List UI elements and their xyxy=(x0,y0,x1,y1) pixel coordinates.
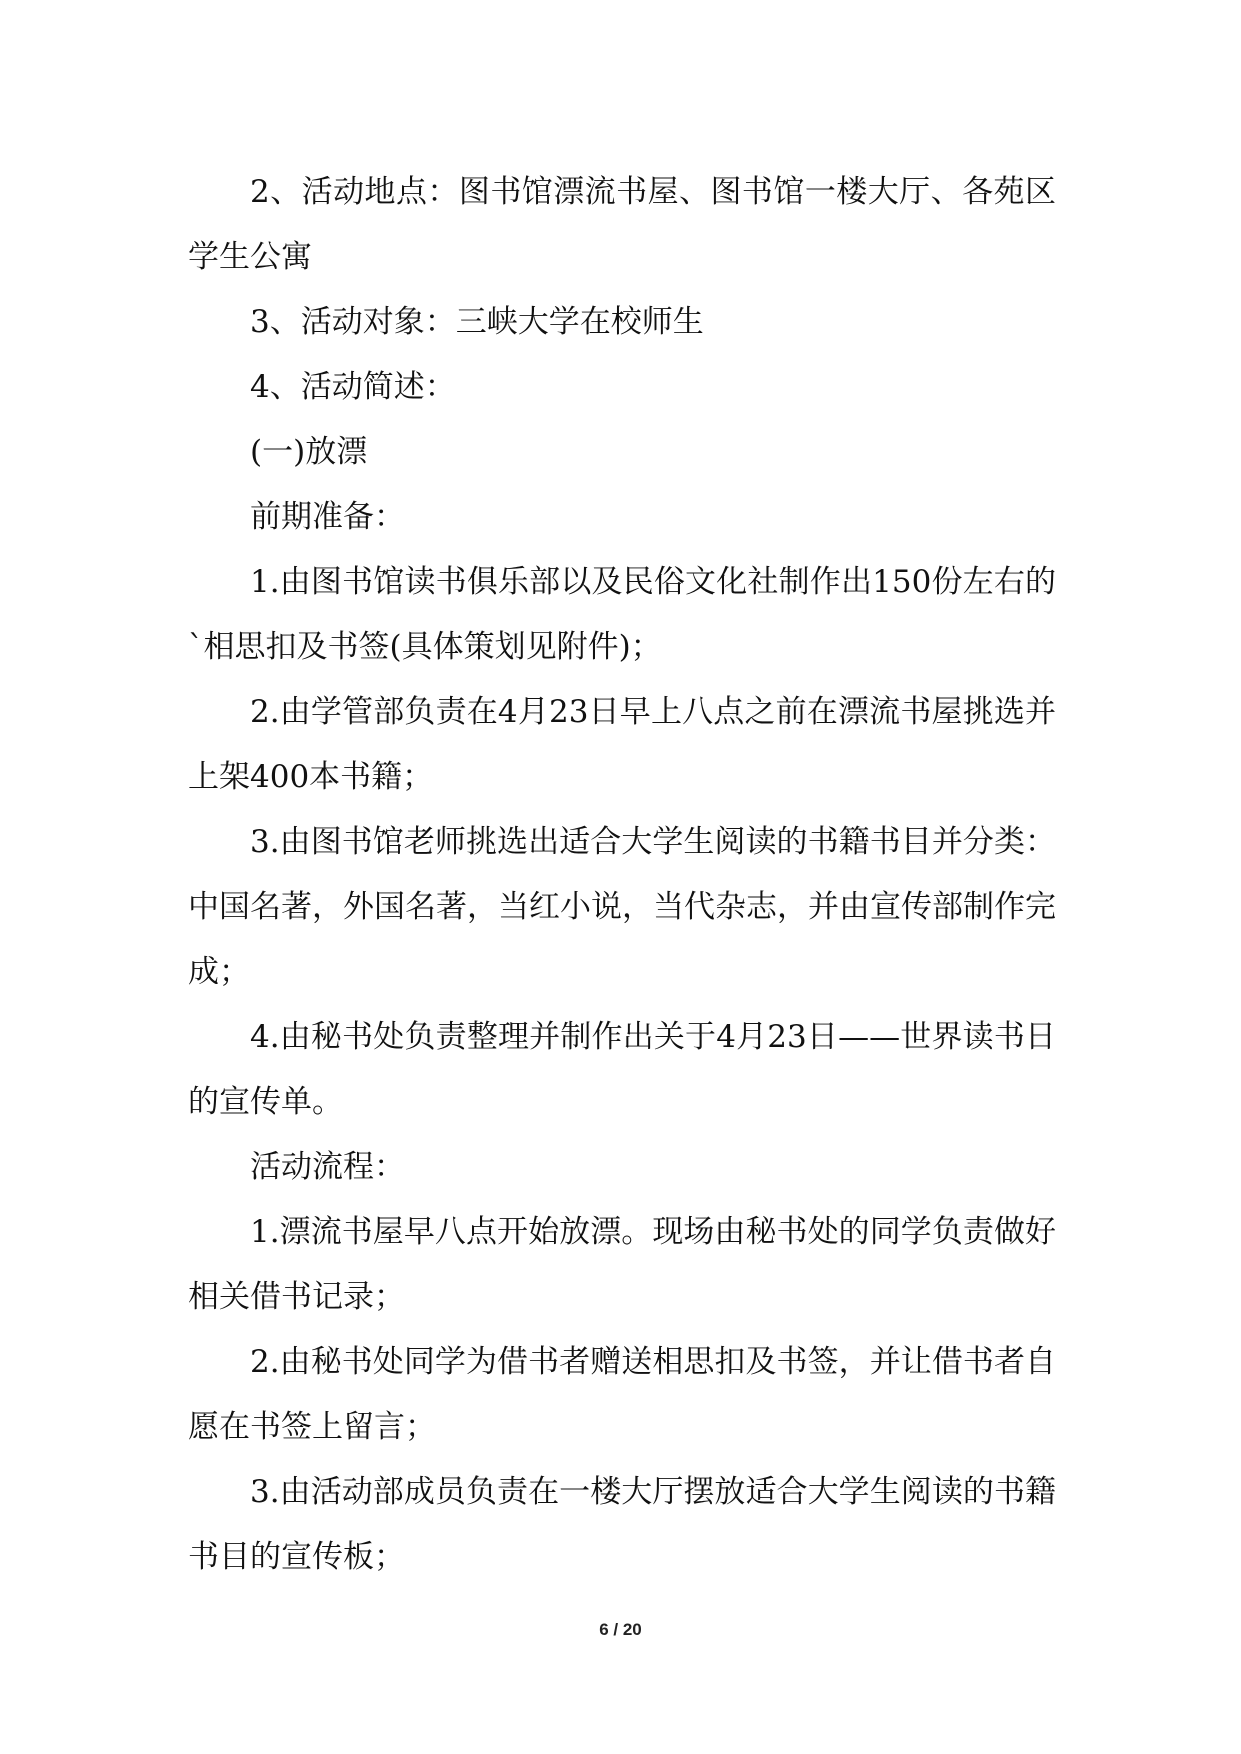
subheading-activity-flow: 活动流程： xyxy=(250,1149,405,1185)
list-item-prep-3: 3.由图书馆老师挑选出适合大学生阅读的书籍书目并分类：中国名著，外国名著，当红小说，当代杂志，并由宣传部制作完成； xyxy=(188,824,1056,990)
list-item-flow-3: 3.由活动部成员负责在一楼大厅摆放适合大学生阅读的书籍书目的宣传板； xyxy=(188,1474,1056,1575)
list-item-flow-2: 2.由秘书处同学为借书者赠送相思扣及书签，并让借书者自愿在书签上留言； xyxy=(188,1344,1056,1445)
list-item-prep-4: 4.由秘书处负责整理并制作出关于4月23日——世界读书日的宣传单。 xyxy=(188,1019,1056,1120)
list-item-prep-2: 2.由学管部负责在4月23日早上八点之前在漂流书屋挑选并上架400本书籍； xyxy=(188,694,1056,795)
paragraph-activity-location: 2、活动地点：图书馆漂流书屋、图书馆一楼大厅、各苑区学生公寓 xyxy=(188,174,1056,275)
subheading-preparation: 前期准备： xyxy=(250,499,405,535)
paragraph-activity-overview: 4、活动简述： xyxy=(250,369,456,405)
page-number: 6 / 20 xyxy=(599,1620,642,1639)
document-body xyxy=(188,160,1056,1590)
paragraph-activity-audience: 3、活动对象：三峡大学在校师生 xyxy=(250,304,704,340)
section-heading-release: (一)放漂 xyxy=(250,434,368,470)
list-item-prep-1: 1.由图书馆读书俱乐部以及民俗文化社制作出150份左右的`相思扣及书签(具体策划见附件)； xyxy=(188,564,1056,665)
list-item-flow-1: 1.漂流书屋早八点开始放漂。现场由秘书处的同学负责做好相关借书记录； xyxy=(188,1214,1056,1315)
